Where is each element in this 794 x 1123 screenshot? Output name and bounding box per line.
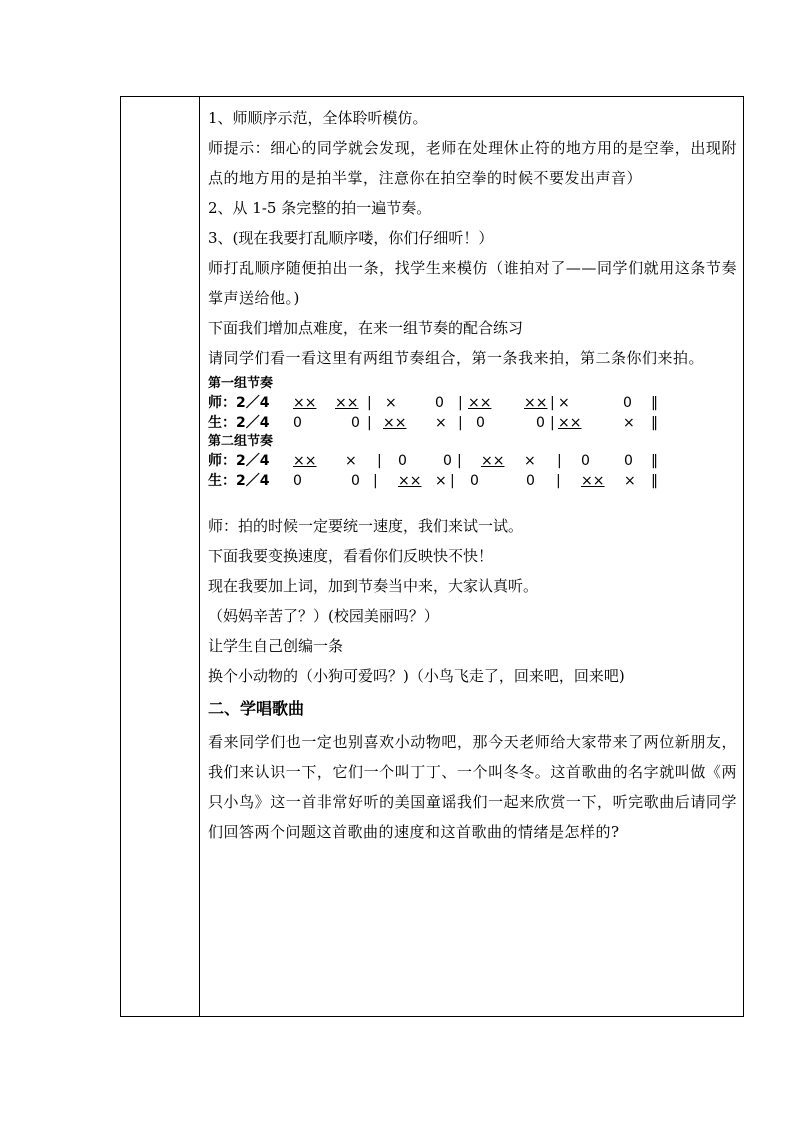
group-1-teacher-line: [208, 393, 737, 413]
rest: 0: [443, 453, 452, 469]
note: ×: [435, 473, 447, 489]
lesson-content-cell: [208, 103, 737, 847]
final-barline: ‖: [651, 473, 658, 489]
difficulty-text: 下面我们增加点难度，在来一组节奏的配合练习: [208, 319, 524, 337]
note: ××: [293, 395, 317, 411]
note: ××: [293, 453, 317, 469]
rest: 0: [470, 473, 479, 489]
final-barline: ‖: [651, 453, 658, 469]
note: ×: [435, 415, 447, 431]
final-barline: ‖: [651, 395, 658, 411]
group-2-student-line: [208, 471, 737, 491]
note: ××: [383, 415, 407, 431]
rest: 0: [435, 395, 444, 411]
note: ××: [481, 453, 505, 469]
line-label: 师：2／4: [208, 453, 270, 469]
rest: 0: [624, 453, 633, 469]
group-1-student-line: [208, 413, 737, 433]
note: ××: [335, 395, 359, 411]
shuffle-instruction-text: 师打乱顺序随便拍出一条，找学生来模仿（谁拍对了——同学们就用这条节奏掌声送给他。): [208, 259, 737, 307]
step-1-text: 1、师顺序示范，全体聆听模仿。: [208, 109, 428, 127]
rest: 0: [351, 415, 360, 431]
rest: 0: [581, 453, 590, 469]
rest: 0: [476, 415, 485, 431]
column-divider: [199, 97, 200, 1016]
final-barline: ‖: [651, 415, 658, 431]
barline: |: [550, 415, 555, 431]
note: ×: [624, 473, 636, 489]
rest: 0: [623, 395, 632, 411]
barline: |: [377, 453, 382, 469]
speed-change-text: 下面我要变换速度，看看你们反映快不快！: [208, 547, 494, 565]
teacher-hint-text: 师提示：细心的同学就会发现，老师在处理休止符的地方用的是空拳，出现附点的地方用的是拍半掌，注意你在拍空拳的时候不要发出声音）: [208, 139, 737, 187]
note: ××: [524, 395, 548, 411]
note: ××: [398, 473, 422, 489]
tempo-text: 师：拍的时候一定要统一速度，我们来试一试。: [208, 517, 524, 535]
step-3-text: 3、(现在我要打乱顺序喽，你们仔细听！）: [208, 229, 494, 247]
barline: |: [458, 415, 463, 431]
barline: |: [557, 453, 562, 469]
rest: 0: [351, 473, 360, 489]
barline: |: [556, 473, 561, 489]
rhythm-exercise: [208, 375, 737, 491]
rest: 0: [293, 473, 302, 489]
groups-instruction-text: 请同学们看一看这里有两组节奏组合，第一条我来拍，第二条你们来拍。: [208, 349, 705, 367]
create-text: 让学生自己创编一条: [208, 637, 344, 655]
barline: |: [373, 473, 378, 489]
note: ××: [581, 473, 605, 489]
closing-paragraph: 看来同学们也一定也别喜欢小动物吧，那今天老师给大家带来了两位新朋友，我们来认识一下，它们一个叫丁丁、一个叫冬冬。这首歌曲的名字就叫做《两只小鸟》这一首非常好听的美国童谣我们一起来欣赏一下，听完歌曲后请同学们回答两个问题这首歌曲的速度和这首歌曲的情绪是怎样的?: [208, 733, 737, 841]
section-heading: 二、学唱歌曲: [208, 699, 305, 718]
barline: |: [457, 453, 462, 469]
note: ××: [558, 415, 582, 431]
note: ×: [385, 395, 397, 411]
blank-line: [208, 493, 737, 511]
lesson-table: [120, 96, 744, 1017]
add-lyrics-text: 现在我要加上词，加到节奏当中来，大家认真听。: [208, 577, 539, 595]
barline: |: [458, 395, 463, 411]
animal-lyrics-text: 换个小动物的（小狗可爱吗？)（小鸟飞走了，回来吧，回来吧): [208, 667, 625, 685]
barline: |: [367, 395, 372, 411]
note: ×: [345, 453, 357, 469]
rest: 0: [293, 415, 302, 431]
line-label: 生：2／4: [208, 473, 270, 489]
group-2-title: 第二组节奏: [208, 434, 274, 449]
barline: |: [550, 395, 555, 411]
rest: 0: [526, 473, 535, 489]
step-2-text: 2、从 1-5 条完整的拍一遍节奏。: [208, 199, 432, 217]
note: ×: [524, 453, 536, 469]
rest: 0: [536, 415, 545, 431]
barline: |: [367, 415, 372, 431]
note: ×: [623, 415, 635, 431]
line-label: 师：2／4: [208, 395, 270, 411]
note: ××: [468, 395, 492, 411]
note: ×: [558, 395, 570, 411]
line-label: 生：2／4: [208, 415, 270, 431]
barline: |: [450, 473, 455, 489]
group-1-title: 第一组节奏: [208, 376, 274, 391]
rest: 0: [398, 453, 407, 469]
group-2-teacher-line: [208, 451, 737, 471]
lyric-examples-text: （妈妈辛苦了？）(校园美丽吗？）: [208, 607, 439, 625]
